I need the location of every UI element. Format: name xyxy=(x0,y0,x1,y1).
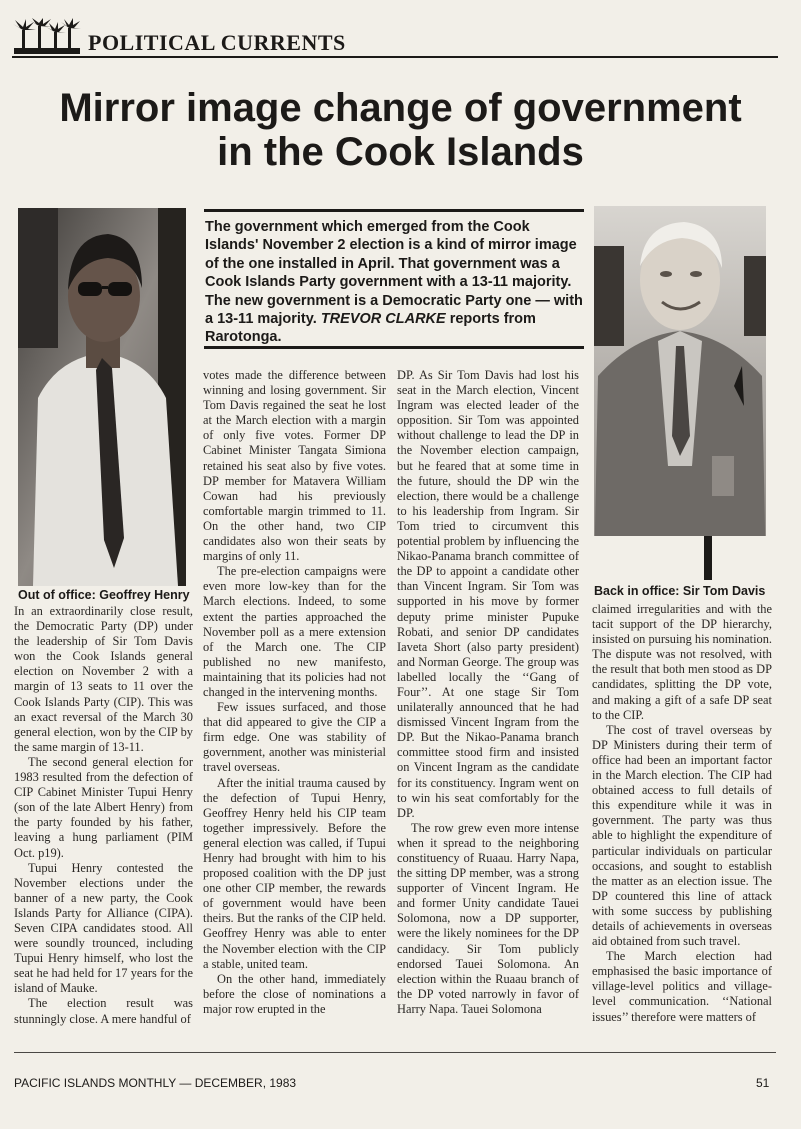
paragraph: The pre-election campaigns were even more low-key than for the March elections. Indeed, to some extent the parties approached the November poll as a mere extension of the March one. The CIP published no new manifesto, maintaining that its policies had not changed in the intervening months. xyxy=(203,564,386,699)
paragraph: The March election had emphasised the basic importance of village-level politics and village-level communication. ‘‘National issues’’ therefore were matters of xyxy=(592,949,772,1024)
photo-sir-tom-davis xyxy=(594,206,766,580)
article-column-2 xyxy=(203,368,386,1017)
headline-line-2: in the Cook Islands xyxy=(217,130,584,174)
footer-publication: PACIFIC ISLANDS MONTHLY — DECEMBER, 1983 xyxy=(14,1076,297,1090)
photo-geoffrey-henry xyxy=(18,208,186,586)
palm-trees-icon xyxy=(12,18,82,58)
paragraph: After the initial trauma caused by the defection of Tupui Henry, Geoffrey Henry held his CIP team together impressively. Before the general election was called, if Tupui Henry had brought with him to his proposed coalition with the DP just one other CIP member, the rewards of government would have been theirs. But the ranks of the CIP held. Geoffrey Henry was able to enter the November election with the CIP a stable, united team. xyxy=(203,775,386,971)
paragraph: DP. As Sir Tom Davis had lost his seat in the March election, Vincent Ingram was elected leader of the opposition. Sir Tom was appointed without challenge to lead the DP in the November election campaign, but he feared that at some time in the future, should the DP win the election, there would be a challenge to his leadership from Ingram. Sir Tom tried to circumvent this potential problem by influencing the Nikao-Panama branch committee of the DP to appoint a candidate other than Vincent Ingram. Sir Tom was supported in his move by former deputy prime minister Pupuke Robati, and senior DP candidates Iaveta Short (also party president) and Norman George. The group was labelled locally the ‘‘Gang of Four’’. At one stage Sir Tom unilaterally announced that he had dismissed Vincent Ingram from the DP. But the Nikao-Panama branch committee stood firm and insisted on Vincent Ingram as the candidate for its constituency. Ingram went on to win his seat comfortably for the DP. xyxy=(397,368,579,820)
article-column-3 xyxy=(397,368,579,1017)
paragraph: The election result was stunningly close. A mere handful of xyxy=(14,996,193,1026)
paragraph: claimed irregularities and with the tacit support of the DP hierarchy, insisted on pursuing his nomination. The dispute was not resolved, with the result that both men stood as DP candidates, splitting the DP vote, and making a gift of a safe DP seat to the CIP. xyxy=(592,602,773,722)
paragraph: The cost of travel overseas by DP Ministers during their term of office had been an important factor in the March election. The CIP had obtained access to full details of this expenditure while it was in government. The party was thus able to highlight the expenditure of particular individuals on particular occasions, and sought to establish the matter as an election issue. The DP countered this line of attack with some success by publishing details of achievements in overseas aid obtained from such travel. xyxy=(592,722,772,949)
header-divider xyxy=(12,56,778,58)
paragraph: In an extraordinarily close result, the Democratic Party (DP) under the leadership of Sir Tom Davis won the Cook Islands general election on November 2 with a margin of 13 seats to 11 over the Cook Islands Party (CIP). This was an exact reversal of the March 30 general election, won by the CIP by the same margin of 13-11. xyxy=(14,604,193,754)
standfirst-top-rule xyxy=(204,209,584,212)
section-header xyxy=(12,18,780,60)
headline xyxy=(0,86,801,174)
standfirst-tail: reports from Rarotonga. xyxy=(205,311,536,346)
photo-caption-right: Back in office: Sir Tom Davis xyxy=(594,584,766,598)
paragraph: Few issues surfaced, and those that did appeared to give the CIP a firm edge. One was stability of government, another was ministerial travel overseas. xyxy=(203,700,386,775)
bottom-divider xyxy=(14,1052,776,1053)
article-column-4 xyxy=(592,602,772,1025)
headline-line-1: Mirror image change of government xyxy=(59,86,742,130)
author-byline: TREVOR CLARKE xyxy=(320,311,446,328)
standfirst xyxy=(205,218,585,347)
section-title: POLITICAL CURRENTS xyxy=(88,30,346,55)
paragraph: The row grew even more intense when it spread to the neighboring constituency of Ruaau. Harry Napa, the sitting DP member, was a strong supporter of Vincent Ingram. He and former Unity candidate Tauei Solomona, now a DP supporter, were the likely nominees for the DP candidacy. Sir Tom publicly endorsed Tauei Solomona. An election within the Ruaau branch of the DP voted narrowly in favor of Harry Napa. Tauei Solomona xyxy=(397,820,579,1016)
paragraph: votes made the difference between winning and losing government. Sir Tom Davis regained the seat he lost at the March election with a margin of only five votes. Former DP Cabinet Minister Tangata Simiona retained his seat also by five votes. DP member for Matavera William Cowan had his previously comfortable margin trimmed to 11. On the other hand, two CIP candidates also won their seats by margins of only 11. xyxy=(203,368,386,564)
paragraph: On the other hand, immediately before the close of nominations a major row erupted in the xyxy=(203,971,386,1016)
article-column-1 xyxy=(14,604,193,1027)
standfirst-bottom-rule xyxy=(204,346,584,349)
standfirst-text: The government which emerged from the Cook Islands' November 2 election is a kind of mirror image of the one installed in April. That government was a Cook Islands Party government with a 13-11 majority. The new government is a Democratic Party one — with a 13-11 majority. xyxy=(205,219,583,328)
portrait-image xyxy=(594,206,766,580)
paragraph: The second general election for 1983 resulted from the defection of CIP Cabinet Minister Tupui Henry (son of the late Albert Henry) from the party founded by his father, leaving a hung parliament (PIM Oct. p19). xyxy=(14,754,193,860)
page-number: 51 xyxy=(756,1076,770,1090)
photo-caption-left: Out of office: Geoffrey Henry xyxy=(18,588,190,602)
paragraph: Tupui Henry contested the November elections under the banner of a new party, the Cook Islands Party for Alliance (CIPA). Seven CIPA candidates stood. All were soundly trounced, including Tupui Henry himself, who lost the seat he had held for 17 years for the island of Mauke. xyxy=(14,860,193,996)
portrait-image xyxy=(18,208,186,586)
